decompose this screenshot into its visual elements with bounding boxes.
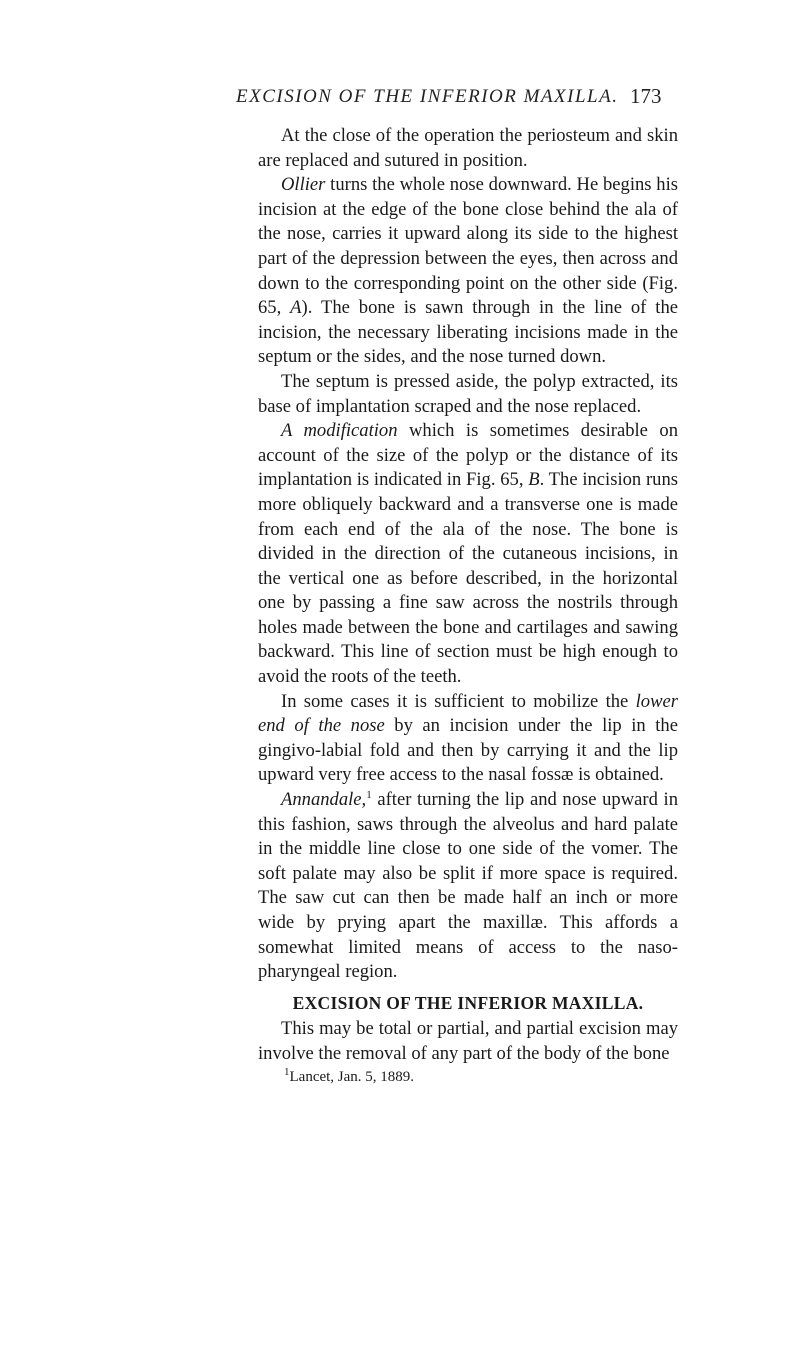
paragraph-section-intro (258, 1017, 678, 1066)
paragraph-annandale (258, 788, 678, 985)
paragraph-text-end: by an incision under the lip in the gingivo-labial fold and then by carrying it and the lip upward very free access to the nasal fossæ is obtained. (258, 715, 678, 786)
paragraph-text: after turning the lip and nose upward in this fashion, saws through the alveolus and hard palate in the middle line close to one side of the vomer. The soft palate may also be split if more space is required. The saw cut can then be made half an inch or more wide by prying apart the maxillæ. This affords a somewhat limited means of access to the naso-pharyngeal region. (258, 789, 678, 983)
paragraph-closing-operation (258, 124, 678, 173)
page-number: 173 (630, 84, 662, 108)
figure-letter-b: B (528, 469, 540, 491)
paragraph-text: In some cases it is sufficient to mobilize the (281, 690, 636, 712)
paragraph-text: which is sometimes desirable on account of the size of the polyp or the distance of its implantation is indicated in Fig. 65, (258, 420, 678, 491)
paragraph-mobilize (258, 690, 678, 788)
paragraph-text: turns the whole nose downward. He begins his incision at the edge of the bone close behind the ala of the nose, carries it upward along its side to the highest part of the depression between the eyes, then across and down to the corresponding point on the other side (Fig. 65, (258, 174, 678, 319)
emphasis-lower-end: lower end of the nose (258, 690, 678, 737)
paragraph-ollier (258, 173, 678, 370)
footnote (258, 1067, 678, 1087)
paragraph-text: At the close of the operation the periosteum and skin are replaced and sutured in position. (258, 125, 678, 171)
figure-letter-a: A (290, 297, 302, 319)
paragraph-text-end: . The incision runs more obliquely backward and a transverse one is made from each end of the ala of the nose. The bone is divided in the direction of the cutaneous incisions, in the vertical one as before described, in the horizontal one by passing a fine saw across the nostrils through holes made between the bone and cartilages and sawing backward. This line of section must be high enough to avoid the roots of the teeth. (258, 469, 678, 688)
paragraph-text: This may be total or partial, and partial excision may involve the removal of any part of the body of the bone (258, 1018, 678, 1064)
footnote-text: Lancet, Jan. 5, 1889. (289, 1068, 415, 1085)
footnote-marker: 1 (284, 1065, 290, 1078)
section-heading: EXCISION OF THE INFERIOR MAXILLA. (292, 992, 644, 1013)
modification-lead: A modification (281, 420, 398, 442)
footnote-reference: 1 (366, 788, 372, 801)
running-head: EXCISION OF THE INFERIOR MAXILLA. (236, 86, 619, 107)
paragraph-modification (258, 419, 678, 690)
paragraph-septum (258, 370, 678, 419)
paragraph-text: The septum is pressed aside, the polyp extracted, its base of implantation scraped and the nose replaced. (258, 370, 678, 417)
author-name-ollier: Ollier (281, 174, 326, 196)
paragraph-text-end: ). The bone is sawn through in the line of the incision, the necessary liberating incisions made in the septum or the sides, and the nose turned down. (258, 297, 679, 368)
text-body (258, 124, 678, 1087)
author-name-annandale: Annandale, (281, 789, 367, 811)
